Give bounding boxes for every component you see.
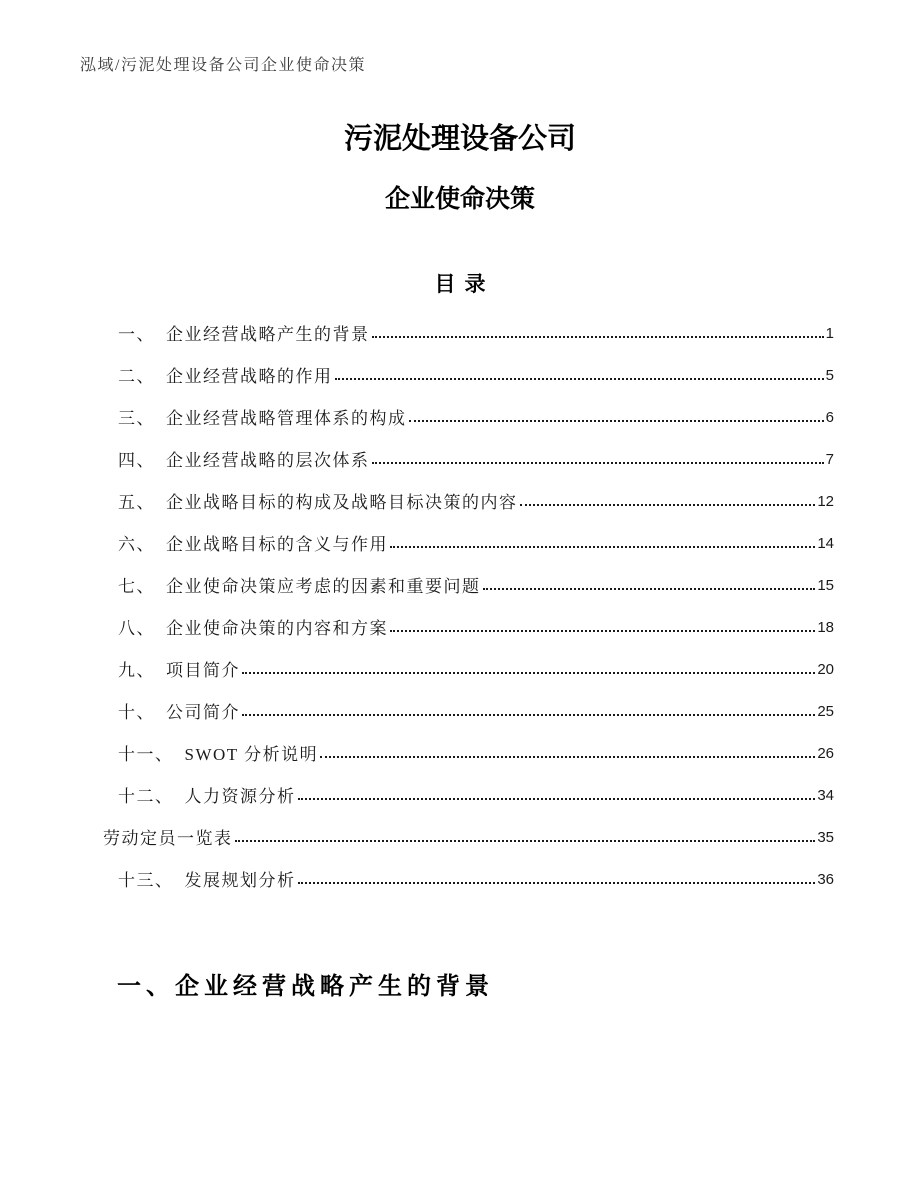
toc-list xyxy=(103,311,834,899)
toc-entry[interactable] xyxy=(103,311,834,353)
toc-entry-number: 三、 xyxy=(118,408,155,428)
toc-entry-number: 一、 xyxy=(118,324,155,344)
toc-leader-dots xyxy=(390,546,815,548)
toc-page-number: 1 xyxy=(825,324,834,342)
toc-leader-dots xyxy=(335,378,824,380)
toc-entry-label: 企业经营战略管理体系的构成 xyxy=(166,408,407,428)
toc-entry[interactable] xyxy=(103,563,834,605)
toc-entry-label: SWOT 分析说明 xyxy=(184,744,319,764)
toc-entry[interactable] xyxy=(103,479,834,521)
toc-leader-dots xyxy=(298,798,816,800)
toc-leader-dots xyxy=(483,588,816,590)
toc-entry[interactable] xyxy=(103,773,834,815)
toc-page-number: 35 xyxy=(817,828,834,846)
toc-leader-dots xyxy=(372,336,824,338)
toc-entry-label: 企业战略目标的含义与作用 xyxy=(166,534,388,554)
toc-leader-dots xyxy=(235,840,816,842)
toc-entry-label: 项目简介 xyxy=(166,660,240,680)
toc-entry-number: 十一、 xyxy=(118,744,174,764)
toc-entry[interactable] xyxy=(103,857,834,899)
toc-page-number: 36 xyxy=(817,870,834,888)
document-title-line2: 企业使命决策 xyxy=(384,185,535,213)
toc-page-number: 6 xyxy=(825,408,834,426)
toc-entry[interactable] xyxy=(103,395,834,437)
toc-entry-label: 企业使命决策应考虑的因素和重要问题 xyxy=(166,576,481,596)
toc-entry-number: 七、 xyxy=(118,576,155,596)
toc-page-number: 7 xyxy=(825,450,834,468)
toc-leader-dots xyxy=(390,630,815,632)
toc-leader-dots xyxy=(298,882,816,884)
document-title-line1: 污泥处理设备公司 xyxy=(343,123,576,155)
toc-page-number: 18 xyxy=(817,618,834,636)
toc-entry-label: 公司简介 xyxy=(166,702,240,722)
toc-entry-number: 八、 xyxy=(118,618,155,638)
toc-page-number: 15 xyxy=(817,576,834,594)
toc-entry-number: 九、 xyxy=(118,660,155,680)
toc-page-number: 25 xyxy=(817,702,834,720)
toc-entry-number: 十二、 xyxy=(118,786,174,806)
toc-leader-dots xyxy=(242,714,815,716)
toc-entry-label: 发展规划分析 xyxy=(184,870,296,890)
section-heading: 一、企业经营战略产生的背景 xyxy=(117,974,494,1000)
toc-entry-number: 四、 xyxy=(118,450,155,470)
toc-leader-dots xyxy=(520,504,816,506)
toc-entry-number: 十三、 xyxy=(118,870,174,890)
toc-entry-number: 六、 xyxy=(118,534,155,554)
toc-leader-dots xyxy=(409,420,824,422)
toc-entry-label: 企业经营战略的层次体系 xyxy=(166,450,370,470)
toc-entry[interactable] xyxy=(103,689,834,731)
toc-page-number: 14 xyxy=(817,534,834,552)
toc-entry-label: 企业使命决策的内容和方案 xyxy=(166,618,388,638)
toc-entry[interactable] xyxy=(103,521,834,563)
toc-entry-number: 二、 xyxy=(118,366,155,386)
toc-entry[interactable] xyxy=(103,605,834,647)
toc-entry[interactable] xyxy=(103,353,834,395)
toc-entry[interactable] xyxy=(103,437,834,479)
toc-page-number: 26 xyxy=(817,744,834,762)
toc-entry-number: 五、 xyxy=(118,492,155,512)
toc-entry-label: 人力资源分析 xyxy=(184,786,296,806)
toc-entry-label: 企业经营战略的作用 xyxy=(166,366,333,386)
toc-page-number: 5 xyxy=(825,366,834,384)
toc-entry[interactable] xyxy=(103,647,834,689)
toc-entry[interactable] xyxy=(103,815,834,857)
toc-entry-number: 十、 xyxy=(118,702,155,722)
toc-entry-label: 劳动定员一览表 xyxy=(103,828,233,848)
toc-entry-label: 企业经营战略产生的背景 xyxy=(166,324,370,344)
toc-leader-dots xyxy=(242,672,815,674)
toc-entry-label: 企业战略目标的构成及战略目标决策的内容 xyxy=(166,492,518,512)
toc-leader-dots xyxy=(372,462,824,464)
toc-heading: 目录 xyxy=(434,272,495,296)
toc-page-number: 12 xyxy=(817,492,834,510)
toc-page-number: 34 xyxy=(817,786,834,804)
document-header: 泓域/污泥处理设备公司企业使命决策 xyxy=(80,57,366,74)
toc-entry[interactable] xyxy=(103,731,834,773)
toc-leader-dots xyxy=(320,756,815,758)
toc-page-number: 20 xyxy=(817,660,834,678)
